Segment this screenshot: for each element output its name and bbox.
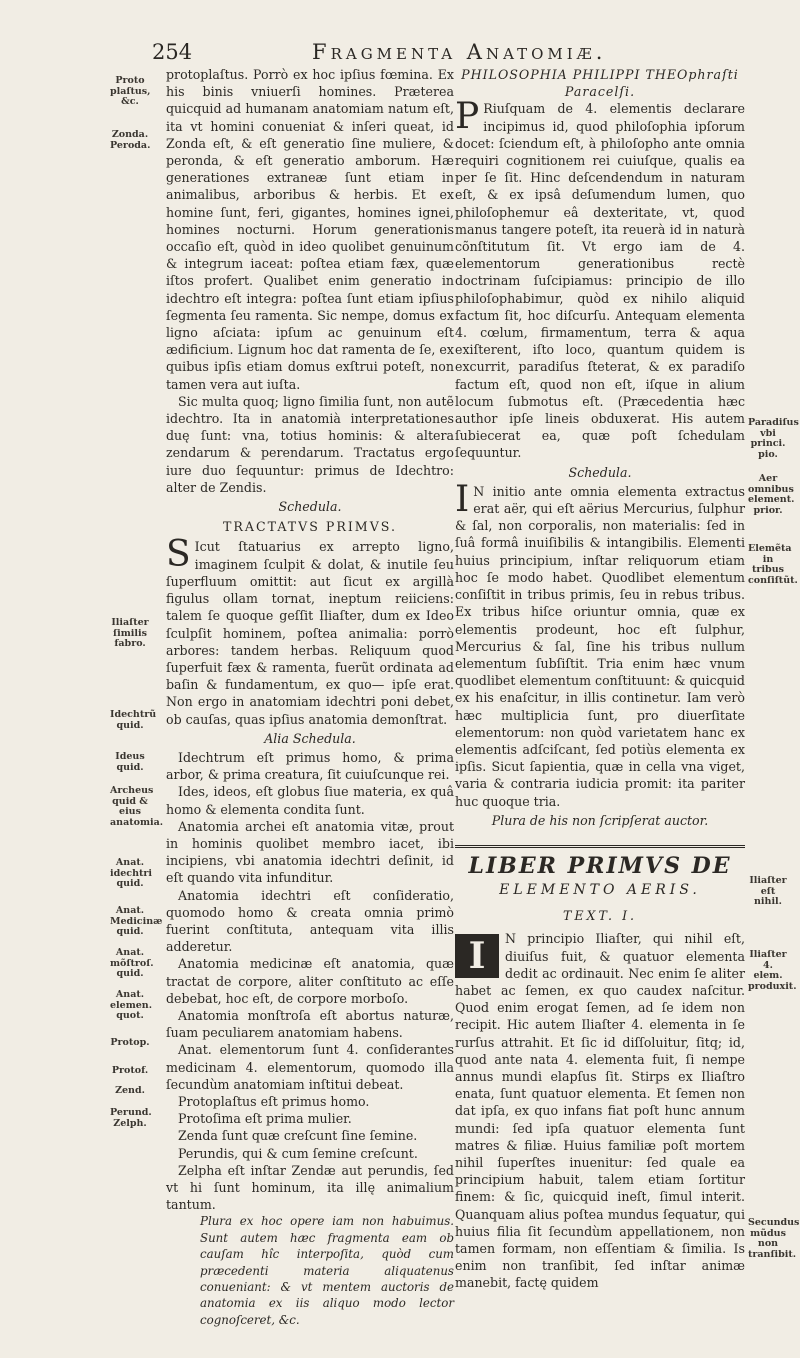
paragraph: Idechtrum eſt primus homo, & prima arbor, & prima creatura, ſit cuiuſcunque rei. [166,749,454,783]
text-body: N principio Iliaſter, qui nihil eſt, diuiſus fuit, & quatuor elementa dedit ac ordinauit. Nec enim ſe aliter habet ac ſemen, ex quo caudex naſcitur. Quod enim erogat ſemen, ad ſe idem non recipit. Hic autem Iliaſter 4. elementa in ſe rurſus attrahit. Et ſic id diſſoluitur, ſitq; id, quod ante nata 4. elementa fuit, ſi nempe annus mundi elapſus ſit. Stirps ex Iliaſtro enata, ſunt quatuor elementa. Et ſemen non dat ipſa, ex quo infans fiat poſt hunc annum mundi: ſed ipſa quatuor elementa ſunt matres & filiæ. Huius familiæ poſt mortem nihil ſuperſtes inuenitur: ſed quale ea principium habuit, talem etiam ſortitur finem: & ſic, quicquid ineſt, ſimul interit. Quanquam alius poſtea mundus ſequatur, qui huius filia ſit ſecundùm appellationem, non tamen formam, non eſſentiam & ſimilia. Is enim non tranſibit, ſed inſtar animæ manebit, factę quidem [455,931,745,1291]
margin-note: Iliaſter ſimilis fabro. [111,617,149,649]
ornamental-initial: I [455,934,499,978]
plura-note: Plura de his non ſcripſerat auctor. [491,812,709,828]
margin-note: Proto plaſtus, &c. [110,75,151,107]
margin-note: Secundus mũdus non tranſibit. [748,1217,800,1260]
margin-note: Protop. [110,1037,150,1048]
section-divider [455,845,745,848]
paragraph: Anat. elementorum ſunt 4. conſiderantes medicinam 4. elementorum, quomodo illa ſecundùm anatomiam inſtitui debeat. [166,1042,454,1092]
page-number: 254 [152,40,193,64]
margin-note: Anat. mõſtroſ. quid. [110,947,154,979]
paragraph: Anatomia monſtroſa eſt abortus naturæ, ſuam peculiarem anatomiam habens. [166,1007,454,1041]
schedula-heading: Schedula. [278,499,342,515]
drop-cap: S [166,534,191,576]
paragraph: Ides, ideos, eſt globus ſiue materia, ex quâ homo & elementa condita ſunt. [166,784,454,817]
paragraph: Zenda ſunt quæ creſcunt ſine ſemine. [178,1128,418,1144]
margin-note: Anat. idechtri quid. [110,857,152,889]
page-header [152,38,772,68]
margin-note: Zonda. Peroda. [110,129,151,151]
schedula-heading: Schedula. [568,464,632,480]
margin-note: Archeus quid & eius anatomia. [110,785,164,828]
margin-note: Elemẽta in tribus conſiſtũt. [748,543,798,586]
paragraph: Anatomia archei eſt anatomia vitæ, prout in hominis quolibet membro iacet, ibi incipiens, vbi anatomia idechtri deſinit, id eſt quando vita infunditur. [166,818,454,886]
left-column [166,66,454,1328]
text-paragraph [455,930,745,1291]
book-subtitle: ELEMENTO AERIS. [499,881,701,898]
margin-note: Paradiſus vbi princi. pio. [748,417,799,460]
drop-cap: I [455,478,470,520]
tractatus-heading: TRACTATVS PRIMVS. [223,519,397,535]
schedula-paragraph [455,478,745,810]
margin-note: Aer omnibus element. prior. [748,473,795,516]
paragraph: Protoſima eſt prima mulier. [178,1111,352,1127]
margin-note: Iliaſter 4. elem. produxit. [748,949,797,992]
margin-note: Ideus quid. [115,751,145,773]
drop-cap: P [455,96,480,138]
margin-note: Anat. elemen. quot. [110,989,153,1021]
tractatus-paragraph [166,534,454,727]
margin-note: Anat. Medicinæ quid. [110,905,163,937]
paragraph: Perundis, qui & cum ſemine creſcunt. [178,1145,418,1161]
margin-note: Idechtrũ quid. [110,709,157,731]
paragraph: Zelpha eſt inſtar Zendæ aut perundis, ſed vt hi ſunt hominum, ita illę animalium tantum. [166,1162,454,1213]
intro-text: Riuſquam de 4. elementis declarare incipimus id, quod philoſophia ipſorum docet: ſciendum eſt, à philoſopho ante omnia requiri cognitionem rei cuiuſque, qualis ea per ſe ſit. Hinc deſcendendum in naturam eſt, & ex ipsâ deſumendum lumen, quo philoſophemur eâ dexteritate, vt, quod manus tangere poteſt, ita reuerà id in naturà cõnſtitutum ſit. Vt ergo iam de 4. elementorum generationibus rectè doctrinam ſuſcipiamus: principio de illo philoſophabimur, quòd ex nihilo aliquid factum ſit, hoc diſcurſu. Antequam elementa 4. cœlum, firmamentum, terra & aqua exiſterent, iſto loco, quantum quidem is excurrit, paradiſus ſteterat, & ex paradiſo factum eſt, quod non eſt, iſque in alium locum ſubmotus eſt. (Præcedentia hæc author ipſe lineis obduxerat. His autem ſubiecerat ea, quæ poſt ſchedulam ſequuntur. [455,101,745,461]
margin-note: Iliaſter eſt nihil. [749,875,787,907]
paragraph: Anatomia medicinæ eſt anatomia, quæ tractat de corpore, aliter conſtituto ac eſſe debebat, hoc eſt, de corpore morboſo. [166,956,454,1006]
paragraph: Anatomia idechtri eſt conſideratio, quomodo homo & creata omnia primò fuerint conſtituta, antequam vita illis adderetur. [166,887,454,955]
section-heading: PHILOSOPHIA PHILIPPI THEOphraſti Paracelſi. [461,67,739,100]
margin-note: Perund. Zelph. [110,1107,152,1129]
paragraph: protoplaſtus. Porrò ex hoc ipſius fœmina. Ex his binis vniuerſi homines. Præterea quicquid ad humanam anatomiam natum eſt, ita vt homini conueniat & inſeri queat, id Zonda eſt, & eſt generatio ſine muliere, & peronda, & eſt generatio amborum. Hæ generationes extraneæ ſunt etiam in animalibus, arboribus & herbis. Et ex homine ſunt, feri, gigantes, homines ignei, homines nocturni. Horum generationis occaſio eſt, quòd in ideo quolibet genuinum & integrum iaceat: poſtea etiam fæx, quæ iſtos profert. Qualibet enim generatio in idechtro eſt integra: poſtea ſunt etiam ipſius ſegmenta ſeu ramenta. Sic nempe, domus ex ligno aſciata: ipſum ac genuinum eſt ædificium. Lignum hoc dat ramenta de ſe, ex quibus ipſis etiam domus exſtrui poteſt, non tamen vera aut iuſta. [166,67,454,392]
book-title: LIBER PRIMVS DE [468,852,732,879]
paragraph: Protoplaſtus eſt primus homo. [178,1093,370,1109]
closing-note: Plura ex hoc opere iam non habuimus. Sunt autem hæc fragmenta eam ob cauſam hîc interpoſita, quòd cum præcedenti materia aliquatenus conueniant: & vt mentem auctoris de anatomia ex iis aliquo modo lector cognoſceret, &c. [200,1214,454,1327]
tractatus-text: Icut ſtatuarius ex arrepto ligno, imaginem ſculpit & dolat, & inutile ſeu ſuperfluum omittit: aut ſicut ex argillà figulus ollam tornat, ineptum reiiciens: talem ſe quoque geſſit Iliaſter, dum ex Ideo ſculpſit hominem, poſtea animalia: porrò arbores: tandem herbas. Reliquum quod ſuperfuit fæx & ramenta, fuerũt ordinata ad baſin & fundamentum, ex quo— ipſe erat. Non ergo in anatomiam idechtri poni debet, ob cauſas, quas ipſius anatomia demonſtrat. [166,539,454,727]
schedula-text: N initio ante omnia elementa extractus erat aër, qui eſt aërius Mercurius, ſulphur & ſal, non corporalis, non materialis: ſed in ſuâ formâ inuiſibilis & intangibilis. Elementi huius principium, inſtar reliquorum etiam hoc ſe modo habet. Quodlibet elementum conſiſtit in tribus primis, ſeu in rebus tribus. Ex tribus hiſce oriuntur omnia, quæ ex elementis prodeunt, hoc eſt ſulphur, Mercurius & ſal, ſine his tribus nullum elementum ſubſiſtit. Tria enim hæc vnum quodlibet elementum conſtituunt: & quicquid ex his enaſcitur, in illis continetur. Iam verò hæc multiplicia ſunt, pro diuerſitate elementorum: non quòd varietatem hanc ex elementis adſciſcant, ſed potiùs elementa ex ipſis. Sicut ſapientia, quæ in cella vna viget, varia & contraria iudicia promit: ita pariter huc quoque tria. [455,483,745,809]
paragraph: Sic multa quoq; ligno ſimilia ſunt, non autẽ idechtro. Ita in anatomià interpretationes duę ſunt: vna, totius hominis: & altera zendarum & perendarum. Tractatus ergo iure duo ſequuntur: primus de Idechtro: alter de Zendis. [166,393,454,495]
margin-note: Zend. [115,1085,145,1096]
right-column [455,66,745,1292]
intro-paragraph [455,96,745,461]
text-label: TEXT. I. [562,908,638,924]
margin-note: Protof. [111,1065,149,1076]
alia-schedula-heading: Alia Schedula. [264,730,356,746]
running-title: Fragmenta Anatomiæ. [312,40,607,64]
